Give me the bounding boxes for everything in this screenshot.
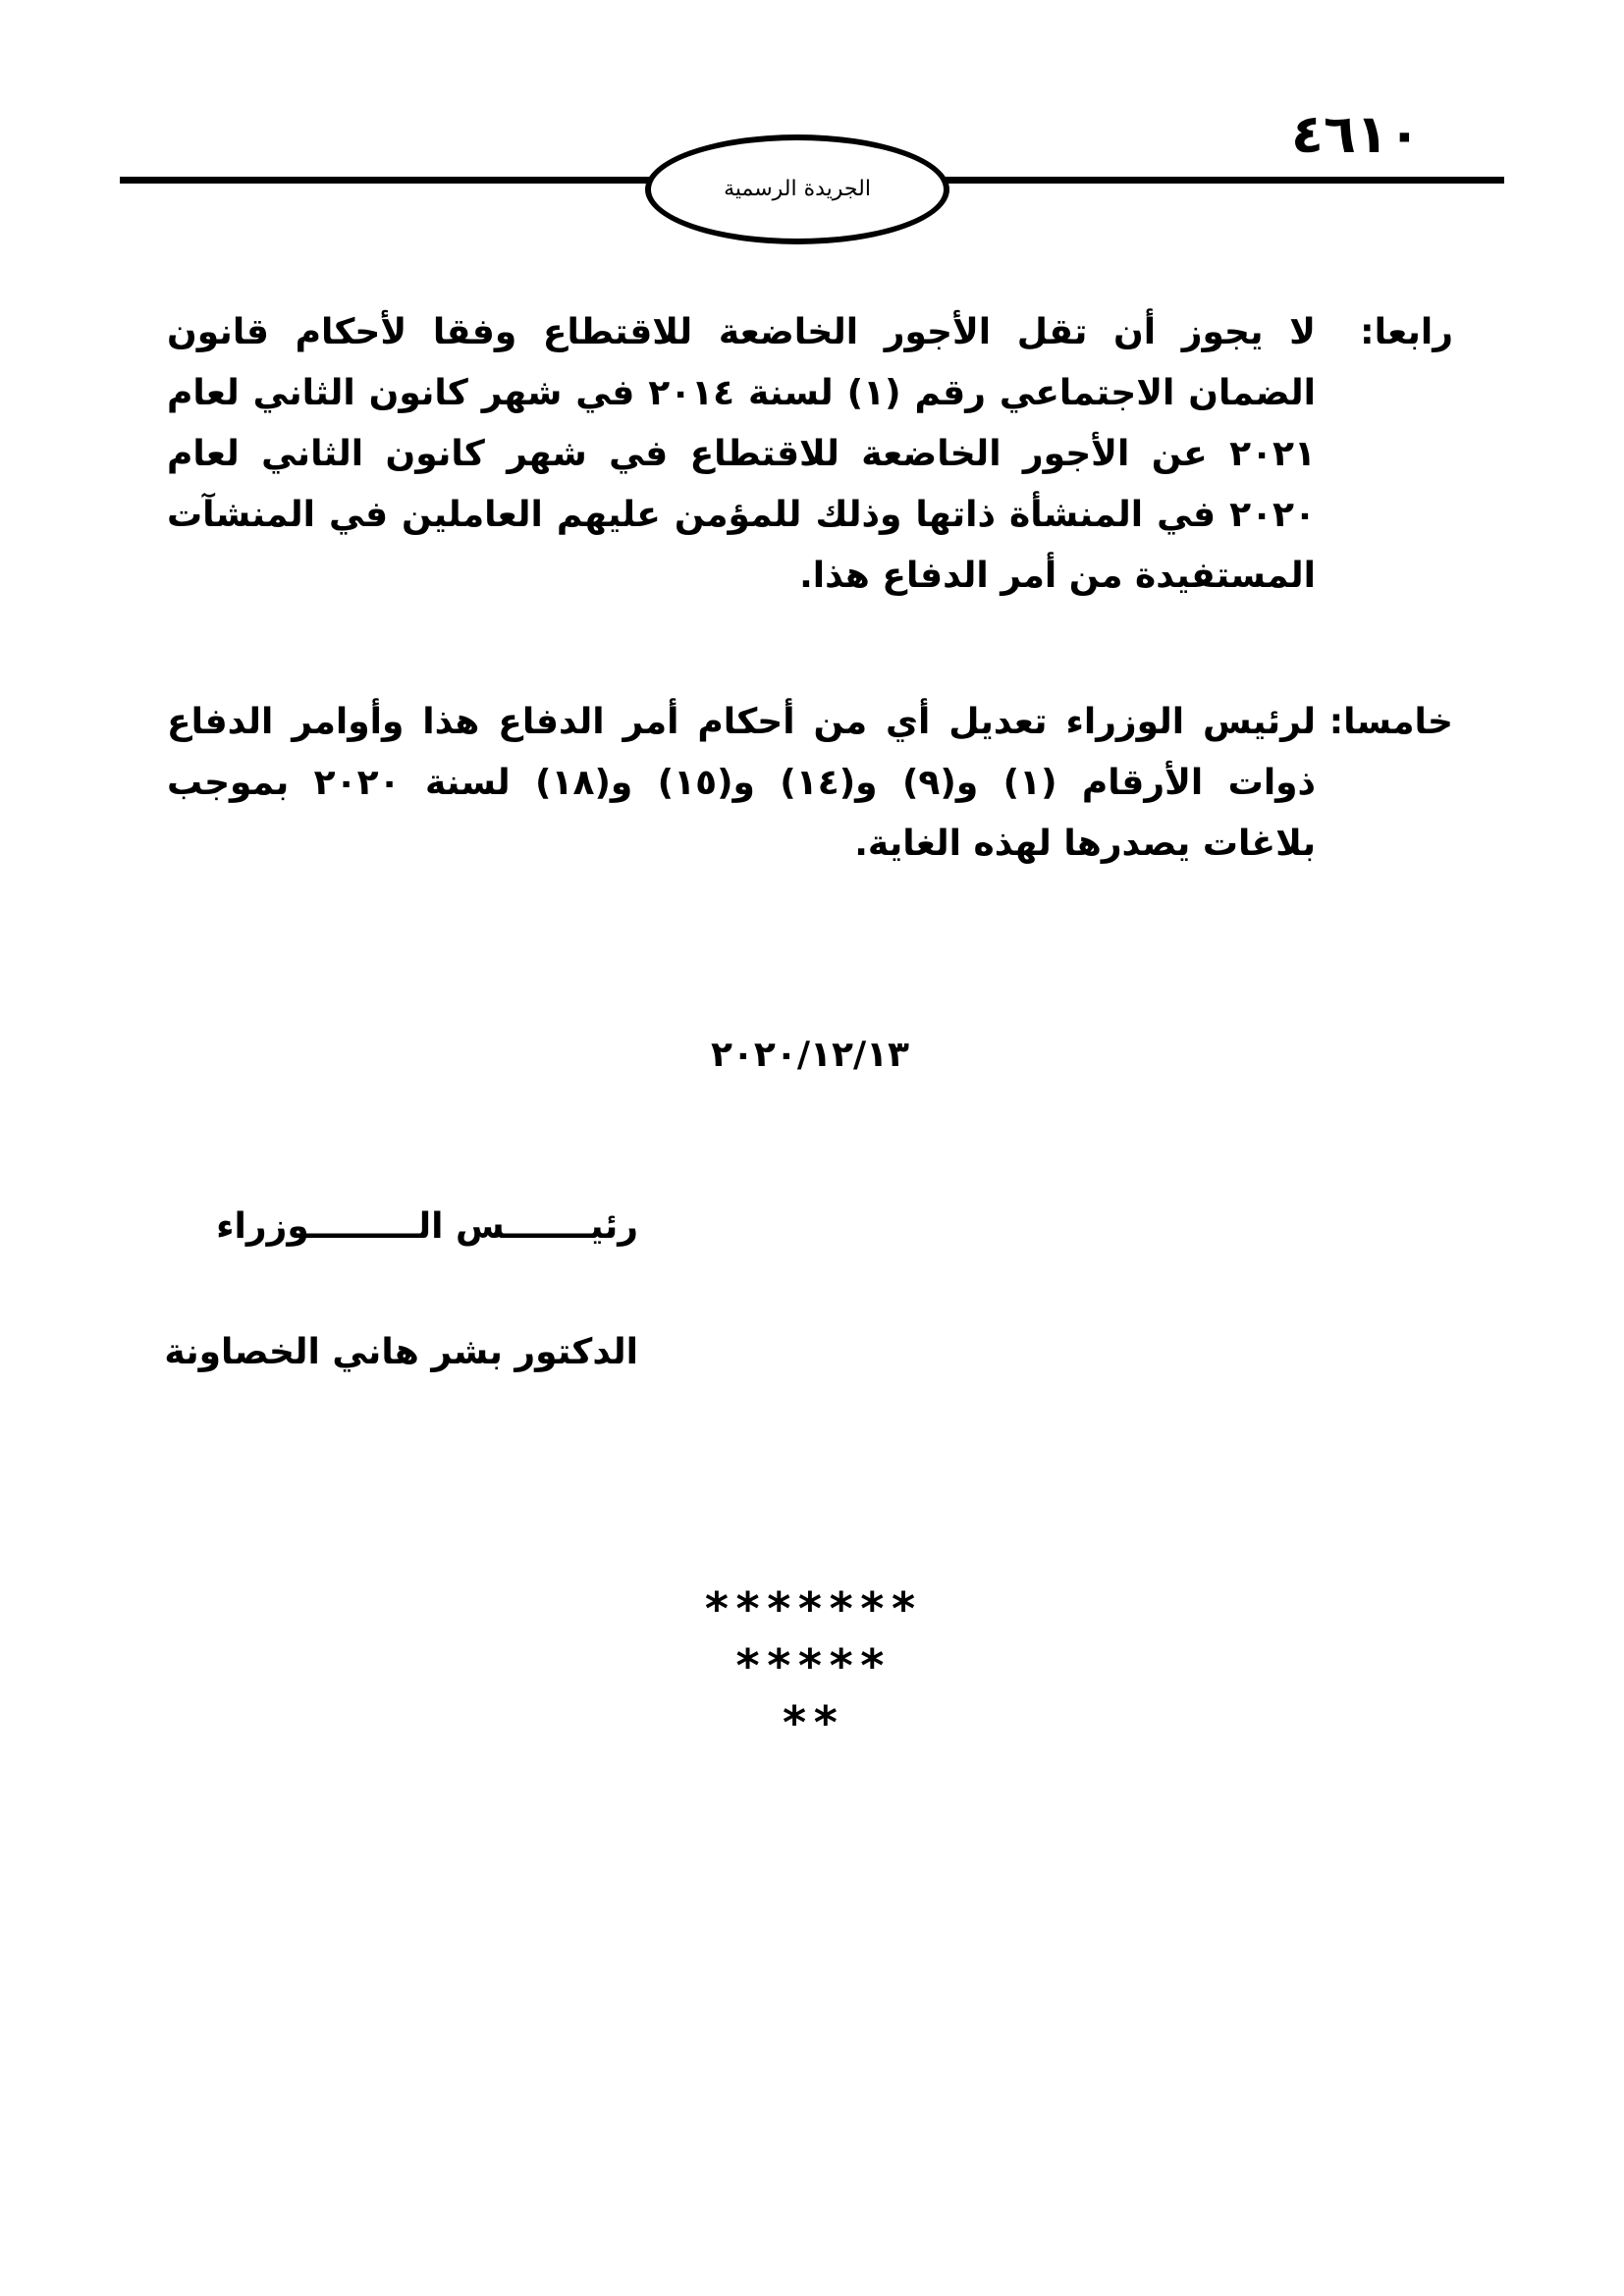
gazette-title: الجريدة الرسمية xyxy=(724,177,871,201)
clause-label: خامسا: xyxy=(1328,702,1453,742)
signatory-title: رئيـــــــس الـــــــــوزراء xyxy=(216,1206,638,1247)
clause-text: لرئيس الوزراء تعديل أي من أحكام أمر الدفاع هذا وأوامر الدفاع ذوات الأرقام (١) و(٩) و(١٤) و(١٥) و(١٨) لسنة ٢٠٢٠ بموجب بلاغات يصدرها لهذه الغاية. xyxy=(167,702,1317,864)
issue-date: ٢٠٢٠/١٢/١٣ xyxy=(710,1035,910,1075)
stars-line: ** xyxy=(781,1696,843,1749)
stars-line: ******* xyxy=(703,1582,921,1635)
clause-fourth xyxy=(167,302,1453,607)
closing-stars xyxy=(616,1580,1008,1751)
gazette-title-oval xyxy=(645,134,949,244)
clause-fifth xyxy=(167,692,1453,875)
stars-line: ***** xyxy=(733,1639,891,1692)
signatory-name: الدكتور بشر هاني الخصاونة xyxy=(164,1332,638,1372)
clause-text: لا يجوز أن تقل الأجور الخاضعة للاقتطاع وفقا لأحكام قانون الضمان الاجتماعي رقم (١) لسنة ٢٠١٤ في شهر كانون الثاني لعام ٢٠٢١ عن الأجور الخاضعة للاقتطاع في شهر كانون الثاني لعام ٢٠٢٠ في المنشأة ذاتها وذلك للمؤمن عليهم العاملين في المنشآت المستفيدة من أمر الدفاع هذا. xyxy=(167,312,1316,596)
page-number: ٤٦١٠ xyxy=(1291,103,1421,165)
clause-label: رابعا: xyxy=(1360,312,1453,352)
